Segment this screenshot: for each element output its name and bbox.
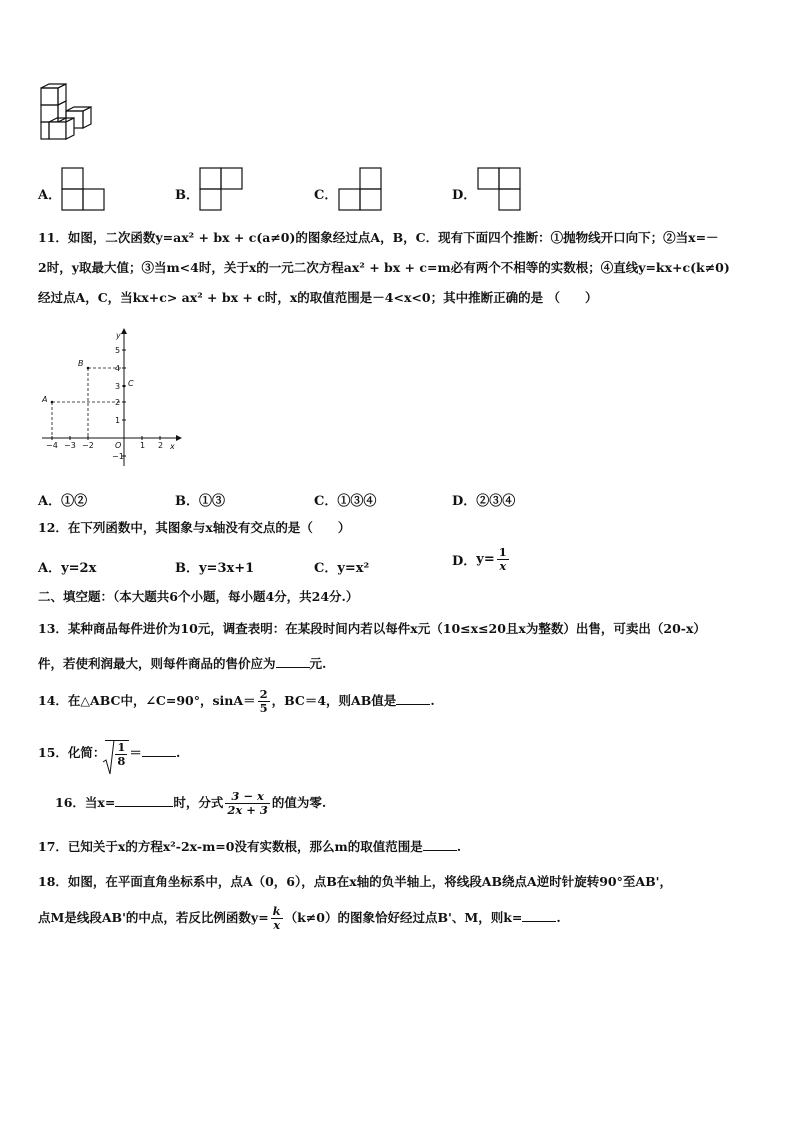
q13-answer-blank[interactable] [276,655,310,668]
q10-option-c-letter[interactable]: C． [314,188,338,203]
q18-fraction [271,905,283,932]
q12-option-d[interactable] [452,546,511,573]
q12-option-a-letter: A． [38,561,62,576]
q15-answer-blank[interactable] [142,744,176,757]
cube-stack-figure [38,84,98,144]
q11-graph-y-tick: 2 [115,398,121,407]
q11-graph-y-tick: 3 [115,382,121,391]
q10-option-a-figure[interactable] [62,168,106,212]
q13-stem-line-2 [38,655,326,672]
q15-text-a: 15．化简： [38,745,106,760]
q13-text-a: 件，若使利润最大，则每件商品的售价应为 [38,656,276,671]
q14-text-a: 14．在△ABC中，∠C=90°，sinA＝ [38,693,256,708]
q18-text-c: . [556,910,561,925]
q11-stem-line-3: 经过点A，C，当kx+c> ax² + bx + c时，x的取值范围是－4<x<0；其中推断正确的是 （ ） [38,290,598,305]
q11-option-c-letter: C． [314,494,338,509]
q12-stem: 12．在下列函数中，其图象与x轴没有交点的是（ ） [38,520,351,535]
q11-option-d-letter: D． [452,494,477,509]
q15-text-c: . [175,745,181,760]
q11-graph-origin: O [115,441,122,450]
q11-option-d[interactable] [452,490,515,509]
q11-graph-x-tick: 2 [158,441,164,450]
q11-option-b-letter: B． [175,494,199,509]
q11-option-a[interactable] [38,490,87,509]
q11-option-a-text: ①② [61,494,88,509]
q15-radical-sign [103,740,115,776]
q11-option-c-text: ①③④ [337,494,377,509]
q12-option-b-letter: B． [175,561,199,576]
q16-numerator: 3 − x [225,790,270,804]
q11-graph-x-tick: −2 [82,441,94,450]
q12-option-c-text: y=x² [337,561,370,576]
q16-fraction [225,790,270,817]
q16-text-b: 时，分式 [173,795,224,810]
q10-option-c-figure[interactable] [339,168,383,212]
q11-graph-y-tick: 4 [115,364,121,373]
q11-graph-point-a: A [42,395,48,404]
q16-text-c: 的值为零. [271,795,327,810]
q10-option-d-figure[interactable] [478,168,522,212]
q12-option-d-numerator: 1 [498,545,507,559]
q14-text-b: ，BC＝4，则AB值是 [271,693,397,708]
q12-option-d-letter: D． [452,554,477,569]
q10-option-b-figure[interactable] [200,168,244,212]
q11-option-a-letter: A． [38,494,62,509]
q11-graph-x-tick: −4 [46,441,58,450]
q11-graph-y-tick: 1 [115,416,121,425]
q10-option-a-letter[interactable]: A． [38,188,62,203]
q15-fraction [115,741,127,768]
q14-denominator: 5 [259,701,268,715]
q11-coordinate-graph [38,328,188,468]
q11-stem-line-2: 2时，y取最大值；③当m<4时，关于x的一元二次方程ax² + bx + c=m必有两个不相等的实数根；④直线y=kx+c(k≠0) [38,260,730,275]
q14-fraction [258,688,270,715]
q18-stem-line-1: 18．如图，在平面直角坐标系中，点A（0，6），点B在x轴的负半轴上，将线段AB绕点A逆时针旋转90°至AB'， [38,874,672,889]
q16-denominator: 2x + 3 [227,803,268,817]
q17-text-b: . [456,839,462,854]
q10-option-b-letter[interactable]: B． [175,188,199,203]
q12-option-c-letter: C． [314,561,338,576]
q15-text-b: ＝ [129,745,142,760]
q11-graph-x-tick: −3 [64,441,76,450]
q11-graph-x-label: x [170,442,175,451]
q12-option-a-text: y=2x [61,561,97,576]
q12-option-d-text: y= [476,552,495,567]
q12-option-d-denominator: x [499,559,507,573]
q14-text-c: . [430,693,435,708]
q15-numerator: 1 [117,739,126,754]
section-2-heading: 二、填空题：（本大题共6个小题，每小题4分，共24分.） [38,589,359,604]
q18-answer-blank[interactable] [522,909,556,922]
q11-stem-line-1: 11．如图，二次函数y=ax² + bx + c(a≠0)的图象经过点A，B，C．现有下面四个推断：①抛物线开口向下；②当x=－ [38,230,719,245]
q18-text-a: 点M是线段AB'的中点，若反比例函数y= [38,910,269,925]
q10-option-d-letter[interactable]: D． [452,188,477,203]
q14-numerator: 2 [259,687,268,701]
q12-option-a[interactable] [38,557,96,576]
q11-graph-y-tick: 5 [115,346,121,355]
q16-stem [55,784,326,822]
q11-option-c[interactable] [314,490,376,509]
q12-option-d-fraction [497,546,509,573]
q16-text-a: 16．当x= [55,795,116,810]
q13-stem-line-1: 13．某种商品每件进价为10元，调查表明：在某段时间内若以每件x元（10≤x≤20且x为整数）出售，可卖出（20-x） [38,621,706,636]
q14-answer-blank[interactable] [396,692,430,705]
q11-option-b-text: ①③ [199,494,226,509]
q12-option-b-text: y=3x+1 [199,561,255,576]
q18-denominator: x [273,918,281,932]
q17-answer-blank[interactable] [423,838,457,851]
q15-stem [38,733,180,773]
q11-graph-y-tick: −1 [112,452,124,461]
q13-text-b: 元. [309,656,327,671]
q12-option-c[interactable] [314,557,369,576]
q17-stem [38,838,461,855]
q11-graph-y-label: y [116,331,121,340]
q12-option-b[interactable] [175,557,254,576]
q17-text-a: 17．已知关于x的方程x²-2x-m=0没有实数根，那么m的取值范围是 [38,839,423,854]
q11-graph-point-c: C [128,379,134,388]
q18-stem-line-2 [38,899,561,937]
q15-denominator: 8 [117,753,126,768]
q18-numerator: k [272,904,281,918]
q11-option-b[interactable] [175,490,225,509]
q15-radical [105,740,129,768]
q18-text-b: （k≠0）的图象恰好经过点B'、M，则k= [284,910,523,925]
q14-stem [38,682,435,720]
q11-graph-x-tick: 1 [140,441,146,450]
q16-answer-blank[interactable] [115,794,173,807]
q11-option-d-text: ②③④ [476,494,516,509]
q11-graph-point-b: B [78,359,84,368]
